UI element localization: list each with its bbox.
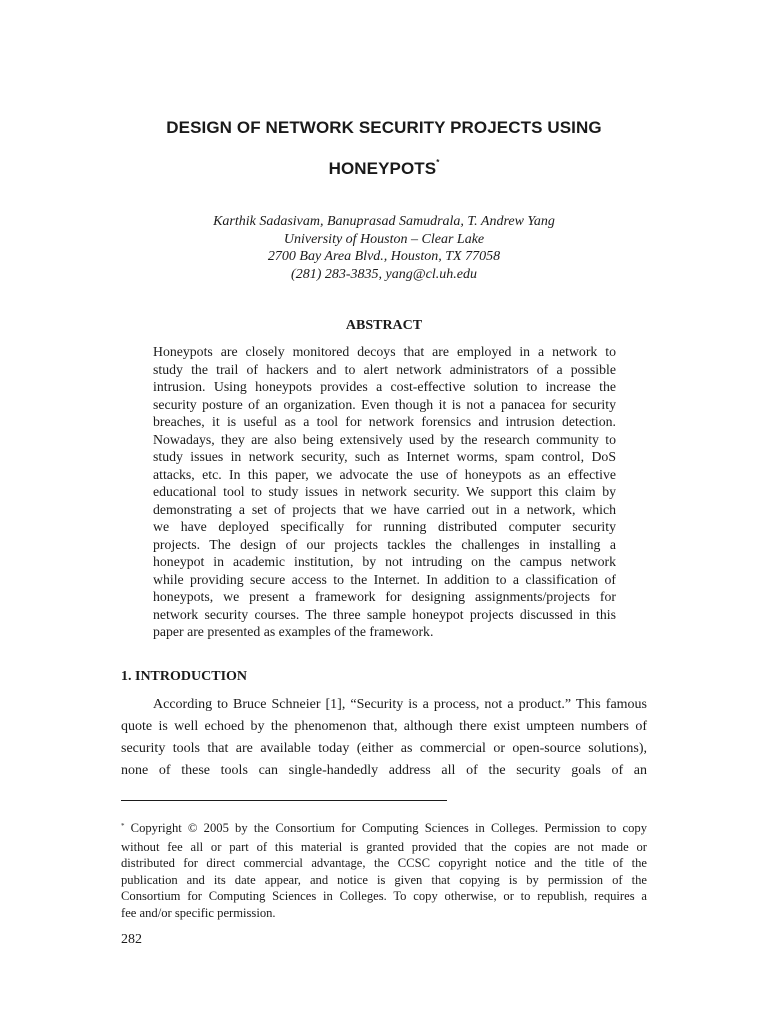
author-block [0,213,768,283]
abstract-line: projects. The design of our projects tackles the challenges in installing a [153,536,616,552]
abstract-line: honeypots, we present a framework for designing assignments/projects for [153,589,616,604]
introduction-line: According to Bruce Schneier [1], “Security is a process, not a product.” This famous [153,697,647,712]
author-contact: (281) 283-3835, yang@cl.uh.edu [291,266,477,282]
copyright-footnote [121,820,647,922]
footnote-line: publication and its date appear, and notice is given that copying is by permission of the [121,872,647,887]
introduction-heading: 1. INTRODUCTION [121,669,248,684]
footnote-line: distributed for direct commercial advantage, the CCSC copyright notice and the title of the [121,856,647,871]
abstract-line: network security courses. The three sample honeypot projects discussed in this [153,606,616,622]
introduction-body [121,694,647,782]
abstract-line: security posture of an organization. Even though it is not a panacea for security [153,396,616,412]
author-names: Karthik Sadasivam, Banuprasad Samudrala, T. Andrew Yang [213,214,555,229]
footnote-line: fee and/or specific permission. [121,905,276,920]
author-address: 2700 Bay Area Blvd., Houston, TX 77058 [267,249,501,265]
abstract-line: honeypot in academic institution, by not intruding on the campus network [153,554,616,569]
abstract-line: study issues in network security, such as Internet worms, spam control, DoS [153,449,616,464]
footnote-marker: * [121,822,125,830]
page-number: 282 [121,932,142,947]
introduction-line: quote is well echoed by the phenomenon that, although there exist umpteen numbers of [121,719,647,734]
abstract-line: paper are presented as examples of the framework. [153,624,434,639]
abstract-line: educational tool to study issues in network security. We support this claim by [153,484,616,499]
footnote-line [121,820,647,839]
title-footnote-marker: * [436,158,440,168]
abstract-line: while providing secure access to the Internet. In addition to a classification of [153,571,616,587]
introduction-line: security tools that are available today (either as commercial or open-source solutions), [121,741,647,756]
abstract-line: attacks, etc. In this paper, we advocate the use of honeypots as an effective [153,466,616,482]
paper-title-line-2-text: HONEYPOTS [328,159,437,178]
abstract-line: Nowadays, they are also being extensively used by the research community to [153,431,616,447]
abstract-heading: ABSTRACT [345,318,423,333]
abstract-line: intrusion. Using honeypots provides a cost-effective solution to increase the [153,379,616,394]
abstract-line: Honeypots are closely monitored decoys that are employed in a network to [153,344,616,359]
footnote-line: without fee all or part of this material is granted provided that the copies are not made or [121,839,647,854]
introduction-line: none of these tools can single-handedly address all of the security goals of an [121,763,647,778]
abstract-line: study the trail of hackers and to alert network administrators of a possible [153,361,616,377]
footnote-divider [121,800,447,801]
footnote-line: Consortium for Computing Sciences in Colleges. To copy otherwise, or to republish, requires a [121,889,647,904]
author-affiliation: University of Houston – Clear Lake [283,231,485,247]
abstract-line: breaches, it is useful as a tool for network forensics and intrusion detection. [153,414,616,429]
paper-title-line-2 [0,159,768,179]
paper-title-line-1: DESIGN OF NETWORK SECURITY PROJECTS USING [166,118,602,137]
footnote-line-text: Copyright © 2005 by the Consortium for Computing Sciences in Colleges. Permission to copy [124,821,647,835]
abstract-line: we have deployed specifically for running distributed computer security [153,519,616,534]
abstract-line: demonstrating a set of projects that we have carried out in a network, which [153,501,616,517]
abstract-body [153,343,616,641]
